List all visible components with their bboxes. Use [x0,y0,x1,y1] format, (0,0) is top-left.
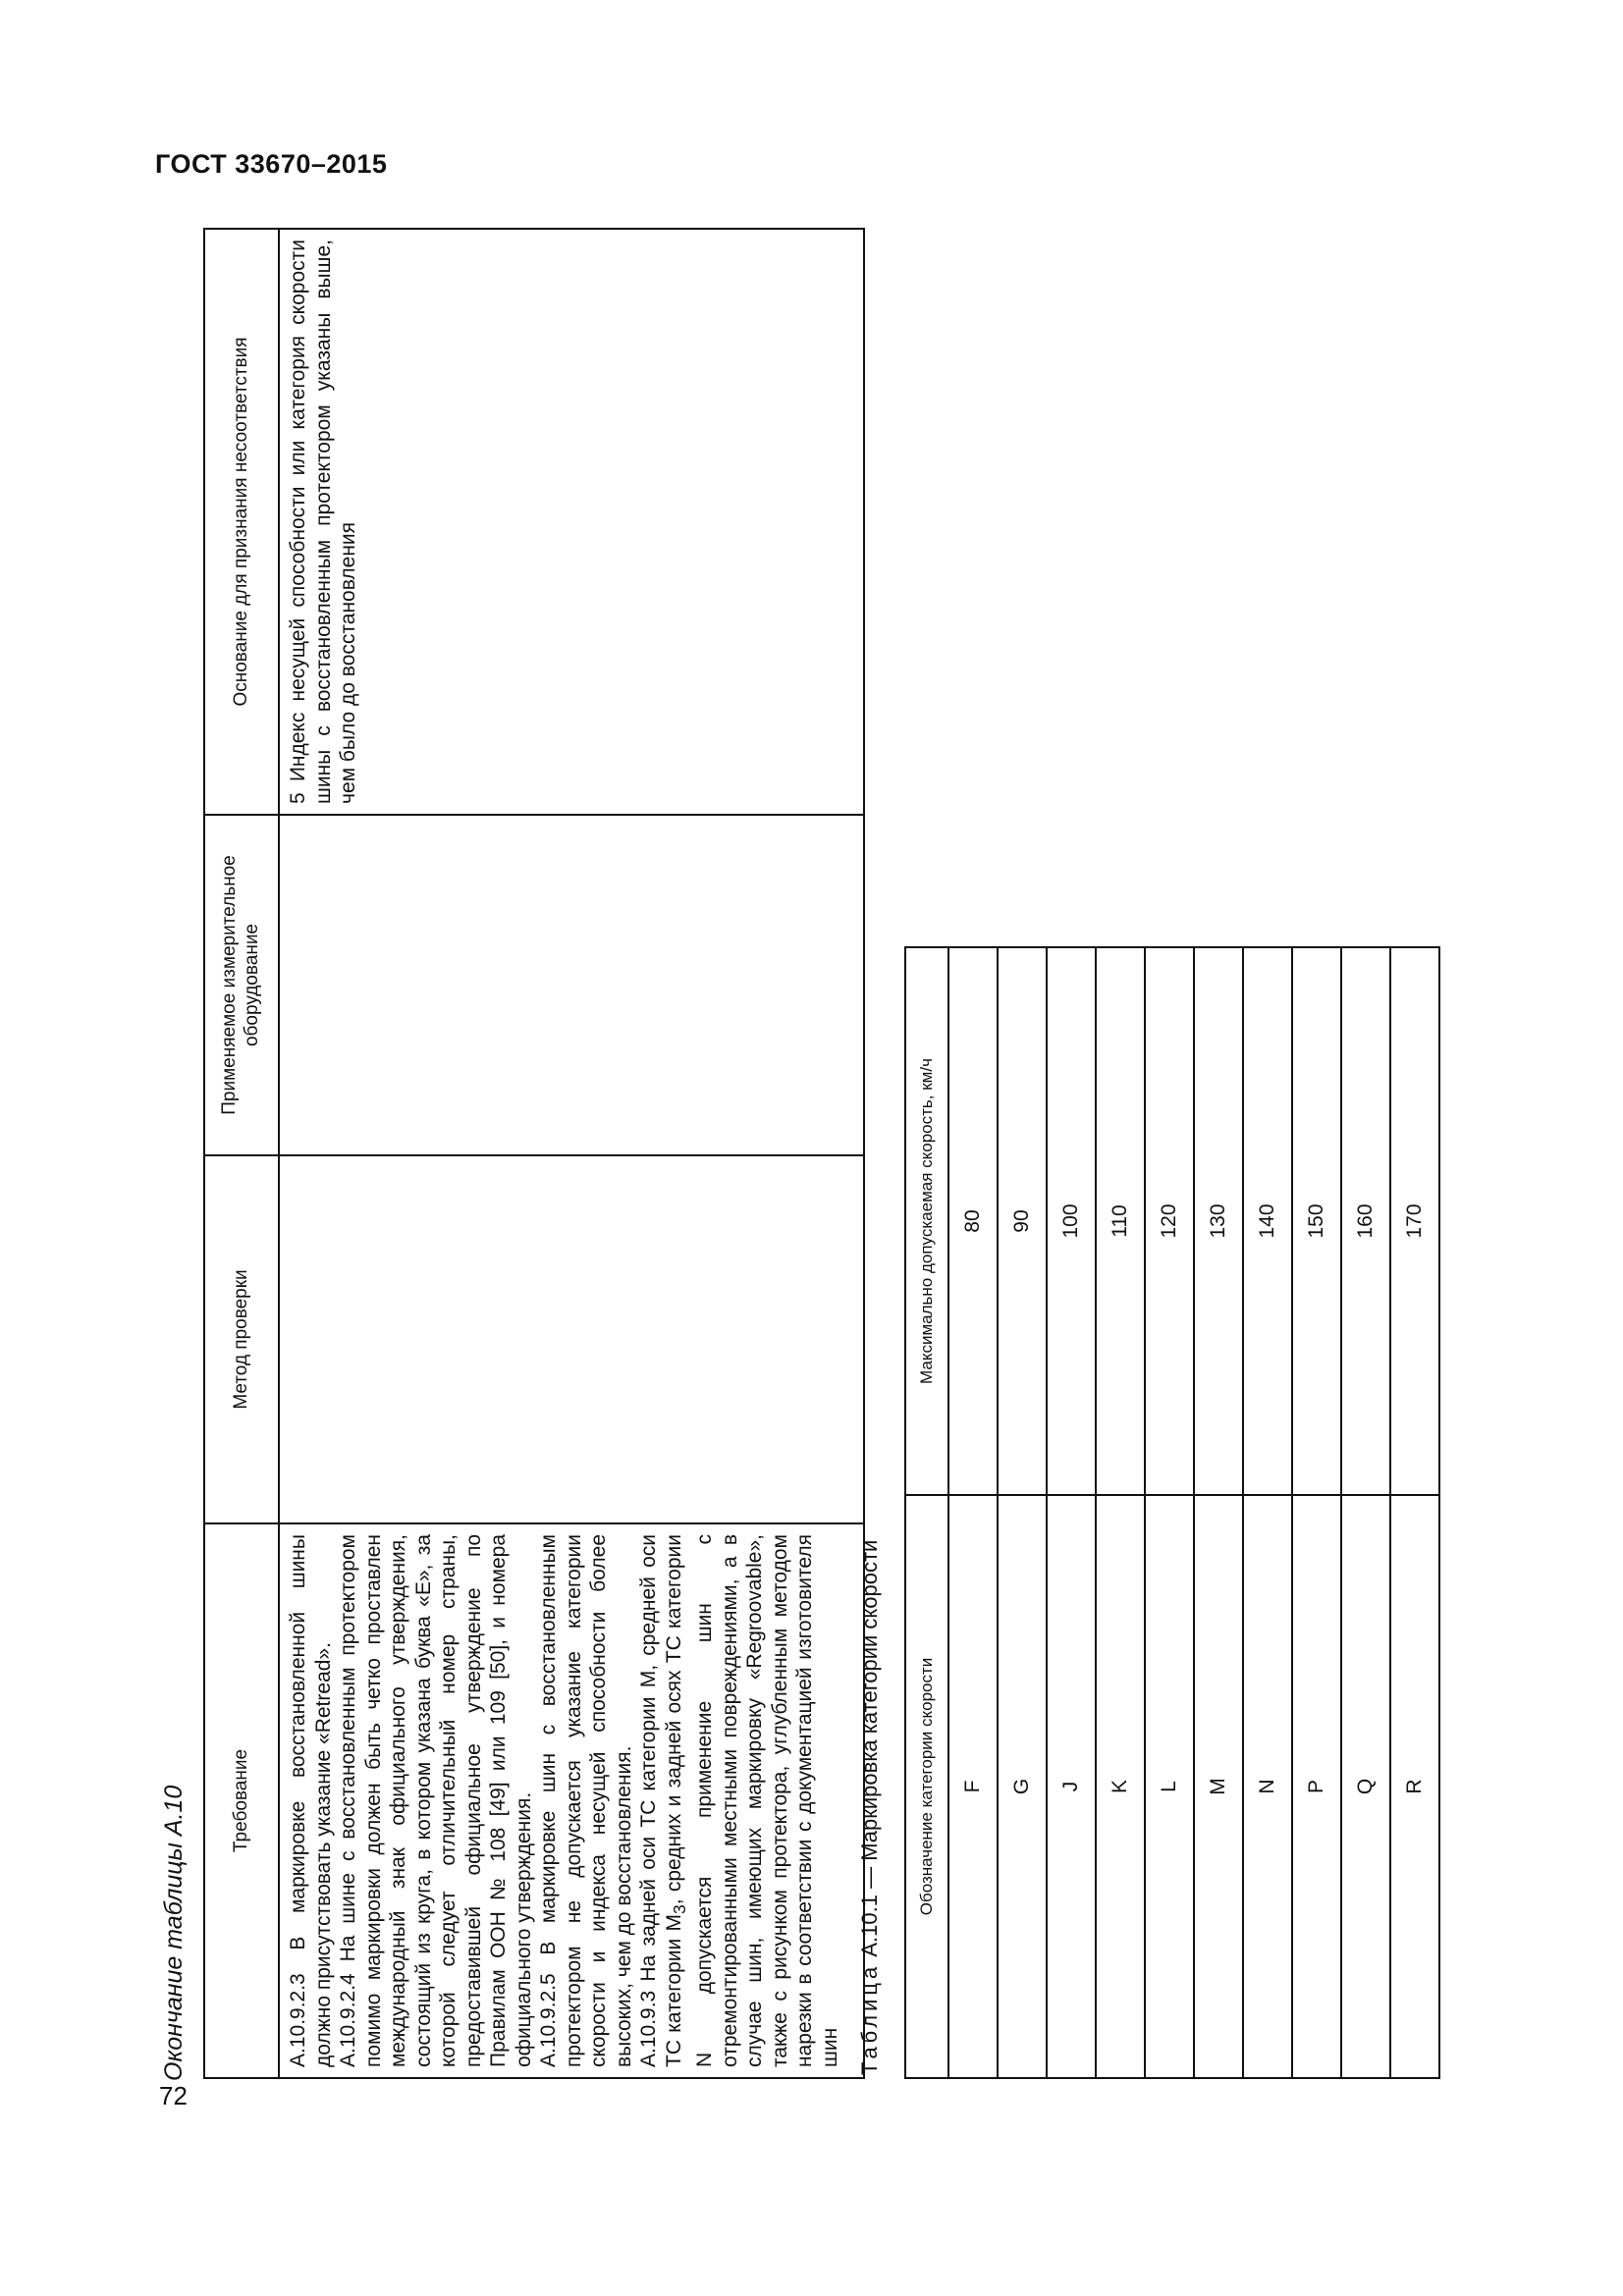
requirement-paragraph: А.10.9.2.5 В маркировке шин с восстановленным протектором не допускается указание категории скорости и индекса несущей способности более высоких, чем до восстановления. [537,1534,635,2067]
max-speed-cell: 100 [1047,947,1096,1495]
nonconformity-cell: 5 Индекс несущей способности или категория скорости шины с восстановленным протектором указаны выше, чем было до восстановления [279,229,864,815]
equipment-cell [279,815,864,1155]
table-row [1292,947,1341,2078]
table-label: Таблица [857,1962,882,2075]
column-header-equipment: Применяемое измерительное оборудование [204,815,279,1155]
requirement-text: , средних и задней осях ТС категории N допускается применение шин с отремонтированными местными повреждениями, а в случае шин, имеющих маркировку «Regroovable», также с рисунком протектора, углубленным методом нарезки в соответствии с документацией изготовителя шин [662,1533,841,2067]
table-row [998,947,1047,2078]
speed-category-cell: N [1243,1495,1292,2078]
speed-category-cell: M [1194,1495,1243,2078]
table-title-text: А.10.1 — Маркировка категории скорости [857,1539,882,1963]
table-row [1194,947,1243,2078]
table-continuation-caption: Окончание таблицы А.10 [160,1785,188,2081]
table-row [1390,947,1439,2078]
max-speed-cell: 170 [1390,947,1439,1495]
table-row [1047,947,1096,2078]
column-header-nonconformity: Основание для признания несоответствия [204,229,279,815]
rotated-page-content [160,191,1507,2081]
table-row [279,229,864,2078]
table-header-row [204,229,279,2078]
speed-category-cell: R [1390,1495,1439,2078]
max-speed-cell: 160 [1341,947,1390,1495]
speed-category-cell: Q [1341,1495,1390,2078]
requirement-paragraph: А.10.9.2.3 В маркировке восстановленной шины должно присутствовать указание «Retread». [287,1534,335,2067]
speed-category-cell: K [1096,1495,1145,2078]
max-speed-cell: 90 [998,947,1047,1495]
max-speed-cell: 80 [948,947,998,1495]
max-speed-cell: 130 [1194,947,1243,1495]
table-a10-continuation [203,228,865,2079]
table-row [1145,947,1194,2078]
max-speed-cell: 150 [1292,947,1341,1495]
column-header-requirement: Требование [204,1523,279,2078]
table-header-row [905,947,948,2078]
table-row [1243,947,1292,2078]
subscript-index: 3 [669,1904,689,1914]
speed-category-cell: F [948,1495,998,2078]
speed-category-cell: L [1145,1495,1194,2078]
document-header-title: ГОСТ 33670–2015 [155,149,388,179]
speed-category-cell: J [1047,1495,1096,2078]
table-a10-1-speed-categories [904,946,1440,2079]
table-row [1096,947,1145,2078]
speed-category-cell: P [1292,1495,1341,2078]
column-header-speed-category: Обозначение категории скорости [905,1495,948,2078]
table-row [1341,947,1390,2078]
requirement-paragraph [636,1534,842,2067]
page-number: 72 [159,2081,188,2110]
speed-category-cell: G [998,1495,1047,2078]
max-speed-cell: 110 [1096,947,1145,1495]
max-speed-cell: 140 [1243,947,1292,1495]
table-row [948,947,998,2078]
column-header-method: Метод проверки [204,1155,279,1523]
max-speed-cell: 120 [1145,947,1194,1495]
requirement-text: А.10.9.3 На задней оси ТС категории М, средней оси ТС категории М [637,1534,685,2067]
requirement-cell [279,1523,864,2078]
table-a10-1-title [857,1540,883,2075]
requirement-paragraph: А.10.9.2.4 На шине с восстановленным протектором помимо маркировки должен быть четко проставлен международный знак официального утверждения, состоящий из круга, в котором указана буква «Е», за которой следует отличительный номер страны, предоставившей официальное утверждение по Правилам ООН № 108 [49] или 109 [50], и номера официального утверждения. [337,1534,535,2067]
method-cell [279,1155,864,1523]
column-header-max-speed: Максимально допускаемая скорость, км/ч [905,947,948,1495]
